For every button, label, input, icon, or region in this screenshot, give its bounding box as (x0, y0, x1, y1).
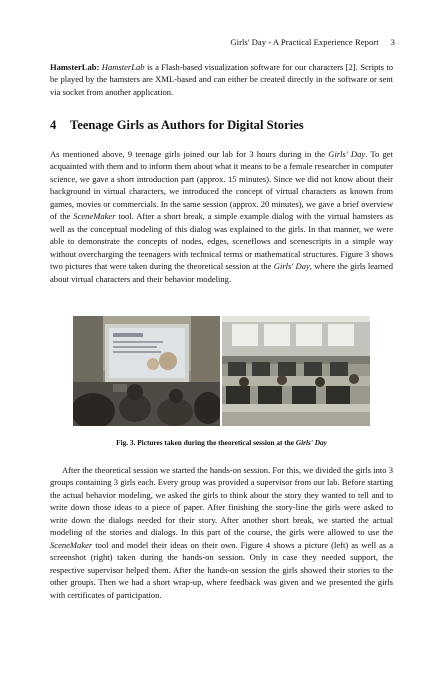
section-heading (50, 118, 304, 133)
caption-italic: Girls' Day (295, 438, 327, 447)
paragraph-1 (50, 148, 393, 285)
p2-text-1: After the theoretical session we started the hands-on session. For this, we divided the girls into 3 groups containing 3 girls each. Every group was provided a supervisor from our lab. Before starting the actual behavior modeling, we asked the girls to think about the story they wanted to tell and to write down those ideas to a piece of paper. After finishing the story-line the girls were asked to write down the dialogs needed for their story. After another short break, we started the actual modeling of the stories and dialogs. In this part of the course, the girls were allowed to use the (50, 465, 393, 538)
figure-3-caption (50, 438, 393, 447)
p1-italic-1: Girls' Day (328, 149, 366, 159)
p1-text-3: tool. After a short break, a simple example dialog with the virtual hamsters as well as the conceptual modeling of this dialog was explained to the girls. In that manner, we were able to demonstrate the concepts of nodes, edges, sceneflows and scenescripts in a simple way without overcharging the teenagers with technical terms or mathematical structures. Figure 3 shows two pictures that were taken during the theoretical session at the (50, 211, 393, 272)
intro-paragraph (50, 61, 393, 98)
section-number: 4 (50, 118, 57, 132)
computer-lab-photo (222, 316, 370, 426)
section-title: Teenage Girls as Authors for Digital Stories (70, 118, 304, 132)
running-head (230, 37, 395, 47)
page-number: 3 (390, 37, 395, 47)
intro-text: is a Flash-based visualization software for our characters [2]. Scripts to be played by the hamsters are XML-based and can either be created directly in the software or sent via socket from another application. (50, 62, 393, 97)
p2-text-2: tool and model their ideas on their own. Figure 4 shows a picture (left) as well as a screenshot (right) taken during the hands-on session. Only in case they needed support, the respective supervisor helped them. After the hands-on session the girls showed their stories to the other groups. Then we had a short wrap-up, where feedback was given and we presented the girls with certificates of participation. (50, 539, 393, 600)
paragraph-2 (50, 464, 393, 601)
p1-text-1: As mentioned above, 9 teenage girls joined our lab for 3 hours during in the (50, 149, 329, 159)
p1-italic-2: SceneMaker (73, 211, 116, 222)
caption-label: Fig. 3. (116, 438, 136, 447)
p2-italic-1: SceneMaker (50, 539, 93, 550)
runin-label: HamsterLab: (50, 62, 100, 72)
p1-text-4: , where the girls learned about virtual characters and their behavior modeling. (50, 261, 393, 284)
hamsterlab-name: HamsterLab (101, 62, 145, 72)
figure-3-photo-right (222, 316, 370, 426)
classroom-projection-photo (73, 316, 220, 426)
caption-text: Pictures taken during the theoretical session at the (135, 438, 296, 447)
running-head-title: Girls' Day - A Practical Experience Report (230, 37, 379, 47)
p1-italic-3: Girls' Day (273, 261, 310, 272)
p1-text-2: . To get acquainted with them and to inform them about what it means to be a female researcher in computer science, we gave a short introduction part (approx. 15 minutes). Since we did not know about their background in virtual characters, we introduced the concept of virtual characters as known from games, movies or commercials. In the same session (approx. 20 minutes), we gave a brief overview of the (50, 149, 393, 222)
figure-3-photo-left (73, 316, 220, 426)
